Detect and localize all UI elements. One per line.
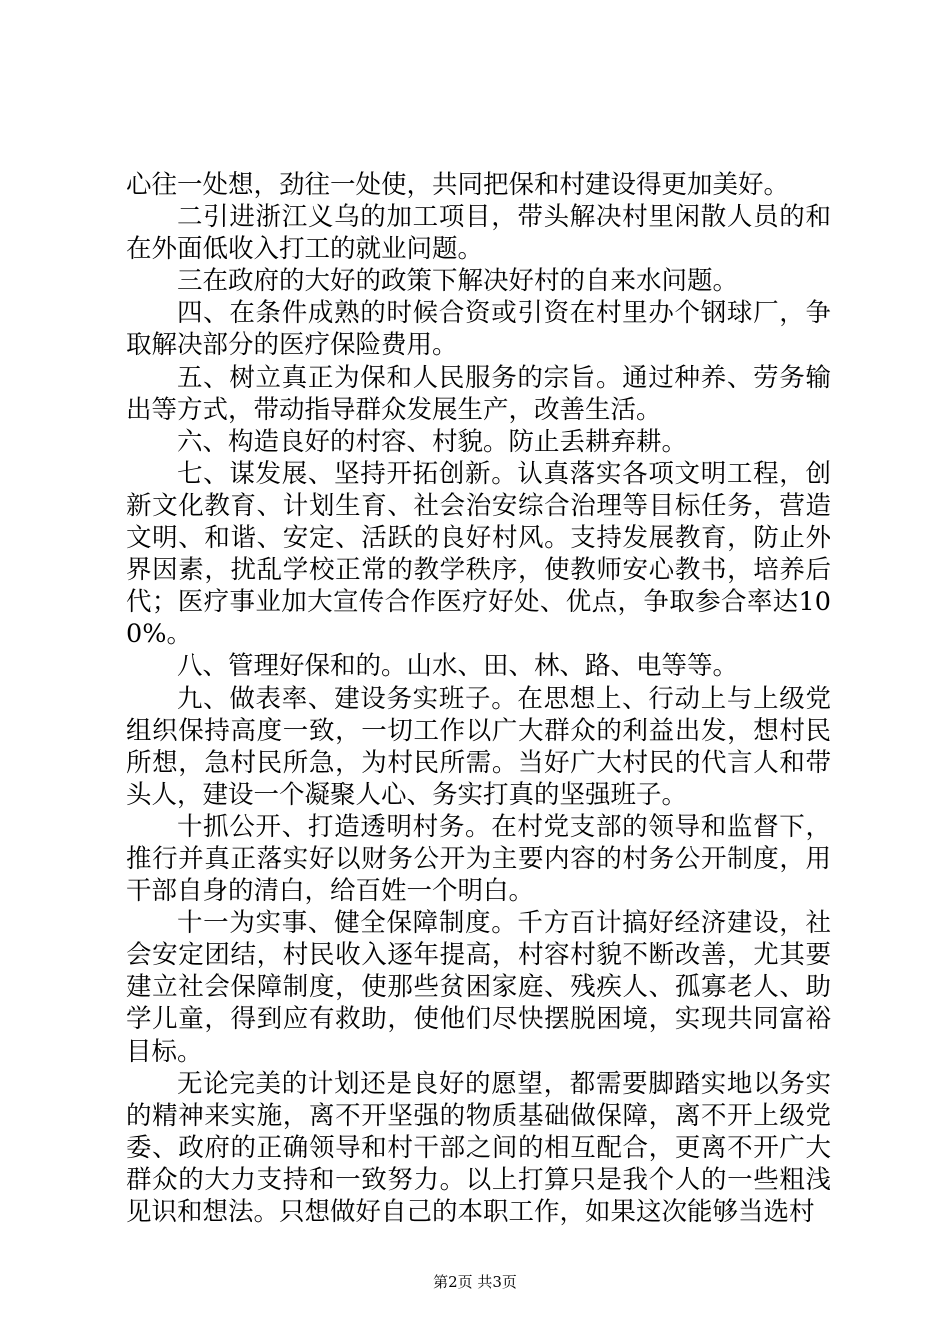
paragraph-item-2: 二引进浙江义乌的加工项目，带头解决村里闲散人员的和在外面低收入打工的就业问题。 (126, 202, 831, 265)
paragraph-item-7: 七、谋发展、坚持开拓创新。认真落实各项文明工程，创新文化教育、计划生育、社会治安综合治理等目标任务，营造文明、和谐、安定、活跃的良好村风。支持发展教育，防止外界因素，扰乱学校正常的教学秩序，使教师安心教书，培养后代；医疗事业加大宣传合作医疗好处、优点，争取参合率达100%。 (126, 458, 831, 650)
paragraph-item-6: 六、构造良好的村容、村貌。防止丢耕弃耕。 (177, 426, 688, 457)
paragraph-item-9: 九、做表率、建设务实班子。在思想上、行动上与上级党组织保持高度一致，一切工作以广大群众的利益出发，想村民所想，急村民所急，为村民所需。当好广大村民的代言人和带头人，建设一个凝聚人心、务实打真的坚强班子。 (126, 683, 831, 810)
paragraph-item-3: 三在政府的大好的政策下解决好村的自来水问题。 (177, 266, 739, 297)
paragraph-continued: 心往一处想，劲往一处使，共同把保和村建设得更加美好。 (126, 170, 790, 200)
paragraph-item-10: 十抓公开、打造透明村务。在村党支部的领导和监督下，推行并真正落实好以财务公开为主要内容的村务公开制度，用干部自身的清白，给百姓一个明白。 (126, 811, 831, 907)
page-number-footer: 第2页 共3页 (433, 1273, 517, 1291)
paragraph-item-11: 十一为实事、健全保障制度。千方百计搞好经济建设，社会安定团结，村民收入逐年提高，村容村貌不断改善，尤其要建立社会保障制度，使那些贫困家庭、残疾人、孤寡老人、助学儿童，得到应有救助，使他们尽快摆脱困境，实现共同富裕目标。 (126, 908, 831, 1067)
paragraph-item-8: 八、管理好保和的。山水、田、林、路、电等等。 (177, 651, 739, 682)
paragraph-item-4: 四、在条件成熟的时候合资或引资在村里办个钢球厂，争取解决部分的医疗保险费用。 (126, 298, 831, 361)
paragraph-item-5: 五、树立真正为保和人民服务的宗旨。通过种养、劳务输出等方式，带动指导群众发展生产，改善生活。 (126, 362, 831, 425)
paragraph-conclusion: 无论完美的计划还是良好的愿望，都需要脚踏实地以务实的精神来实施，离不开坚强的物质基础做保障，离不开上级党委、政府的正确领导和村干部之间的相互配合，更离不开广大群众的大力支持和一致努力。以上打算只是我个人的一些粗浅见识和想法。只想做好自己的本职工作，如果这次能够当选村 (126, 1068, 831, 1227)
document-body (126, 169, 831, 1228)
